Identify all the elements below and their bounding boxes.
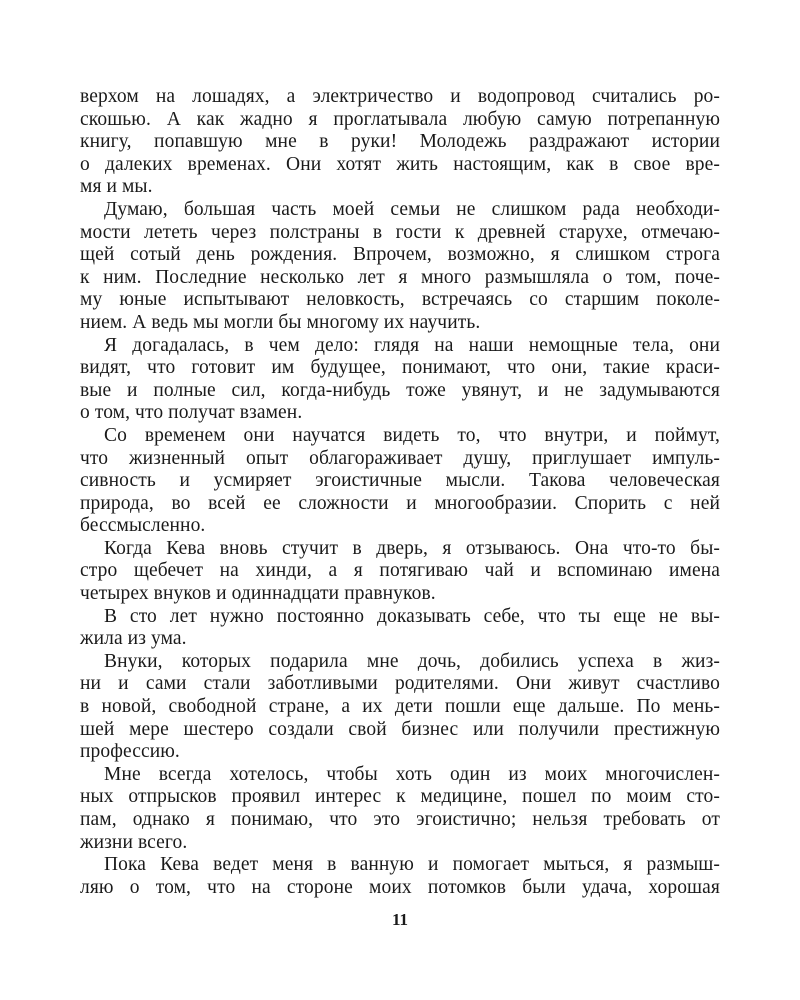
text-line: жизни всего. bbox=[80, 831, 188, 853]
paragraph bbox=[80, 425, 720, 538]
paragraph bbox=[80, 651, 720, 764]
paragraph bbox=[80, 199, 720, 335]
paragraph bbox=[80, 854, 720, 899]
text-line: Когда Кева вновь стучит в дверь, я отзываюсь. Она что-то бы- bbox=[104, 537, 720, 559]
text-line: Мне всегда хотелось, чтобы хоть один из моих многочислен- bbox=[104, 763, 720, 785]
text-line: природа, во всей ее сложности и многообразии. Спорить с ней bbox=[80, 492, 720, 514]
text-line: ляю о том, что на стороне моих потомков были удача, хорошая bbox=[80, 876, 720, 898]
text-line: сивность и усмиряет эгоистичные мысли. Такова человеческая bbox=[80, 470, 720, 492]
text-line: Внуки, которых подарила мне дочь, добились успеха в жиз- bbox=[104, 650, 720, 672]
text-line: нием. А ведь мы могли бы многому их научить. bbox=[80, 311, 481, 333]
paragraph bbox=[80, 764, 720, 854]
text-line: жила из ума. bbox=[80, 628, 187, 650]
paragraph bbox=[80, 606, 720, 651]
text-line: к ним. Последние несколько лет я много размышляла о том, поче- bbox=[80, 266, 720, 288]
text-line: Пока Кева ведет меня в ванную и помогает мыться, я размыш- bbox=[104, 854, 720, 876]
text-line: видят, что готовит им будущее, понимают, что они, такие краси- bbox=[80, 357, 720, 379]
text-line: стро щебечет на хинди, а я потягиваю чай и вспоминаю имена bbox=[80, 560, 720, 582]
paragraph bbox=[80, 86, 720, 199]
text-line: ни и сами стали заботливыми родителями. Они живут счастливо bbox=[80, 673, 720, 695]
text-line: му юные испытывают неловкость, встречаясь со старшим поколе- bbox=[80, 289, 720, 311]
text-line: пам, однако я понимаю, что это эгоистично; нельзя требовать от bbox=[80, 809, 720, 830]
text-line: о том, что получат взамен. bbox=[80, 402, 303, 424]
text-line: бессмысленно. bbox=[80, 515, 206, 537]
text-line: что жизненный опыт облагораживает душу, приглушает импуль- bbox=[80, 447, 720, 469]
text-line: в новой, свободной стране, а их дети пошли еще дальше. По мень- bbox=[80, 696, 720, 718]
text-line: шей мере шестеро создали свой бизнес или получили престижную bbox=[80, 718, 720, 740]
text-line: Я догадалась, в чем дело: глядя на наши немощные тела, они bbox=[104, 334, 720, 356]
text-line: верхом на лошадях, а электричество и водопровод считались ро- bbox=[80, 86, 720, 107]
text-line: Со временем они научатся видеть то, что внутри, и поймут, bbox=[104, 424, 720, 446]
text-line: скошью. А как жадно я проглатывала любую самую потрепанную bbox=[80, 108, 720, 130]
text-line: о далеких временах. Они хотят жить настоящим, как в свое вре- bbox=[80, 153, 720, 175]
text-line: мости лететь через полстраны в гости к древней старухе, отмечаю- bbox=[80, 221, 720, 243]
text-line: Думаю, большая часть моей семьи не слишком рада необходи- bbox=[104, 198, 720, 220]
text-line: В сто лет нужно постоянно доказывать себе, что ты еще не вы- bbox=[104, 605, 720, 627]
text-line: четырех внуков и одиннадцати правнуков. bbox=[80, 583, 436, 605]
text-line: вые и полные сил, когда-нибудь тоже увянут, и не задумываются bbox=[80, 379, 720, 401]
text-line: мя и мы. bbox=[80, 176, 153, 198]
text-line: ных отпрысков проявил интерес к медицине, пошел по моим сто- bbox=[80, 786, 720, 808]
page-number: 11 bbox=[391, 910, 409, 929]
paragraph bbox=[80, 538, 720, 606]
paragraph bbox=[80, 335, 720, 425]
text-line: профессию. bbox=[80, 741, 180, 763]
text-line: щей сотый день рождения. Впрочем, возможно, я слишком строга bbox=[80, 244, 720, 266]
page-text bbox=[80, 86, 720, 899]
text-line: книгу, попавшую мне в руки! Молодежь раздражают истории bbox=[80, 131, 720, 153]
